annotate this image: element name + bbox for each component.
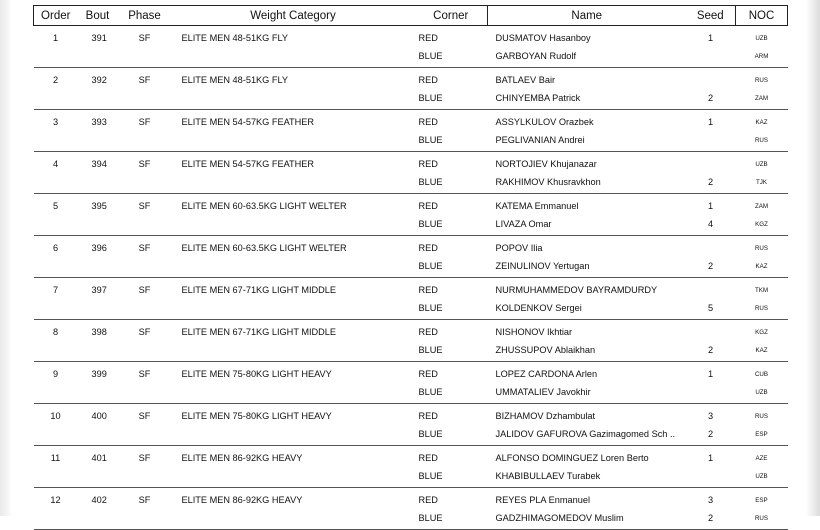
seed-cell: 1	[707, 117, 714, 127]
page-shadow-left	[0, 0, 12, 516]
bout-row-red	[34, 278, 788, 300]
empty-cell	[78, 467, 118, 488]
empty-cell	[78, 425, 118, 446]
bout-row-blue	[34, 383, 788, 404]
noc-cell: KGZ	[736, 215, 788, 236]
order-cell: 3	[52, 117, 59, 127]
empty-cell	[172, 425, 415, 446]
corner-cell: RED	[418, 201, 438, 211]
order-cell: 9	[52, 369, 59, 379]
header-bout: Bout	[78, 6, 118, 26]
boxer-name-cell: GADZHIMAGOMEDOV Muslim	[488, 509, 686, 530]
empty-cell	[78, 509, 118, 530]
order-cell: 10	[50, 411, 61, 421]
noc-cell: RUS	[754, 244, 769, 252]
seed-cell: 2	[686, 341, 736, 362]
boxer-name-cell: KOLDENKOV Sergei	[488, 299, 686, 320]
bout-row-red	[34, 194, 788, 216]
corner-cell: BLUE	[415, 131, 488, 152]
bout-row-blue	[34, 299, 788, 320]
header-noc: NOC	[736, 6, 788, 26]
noc-cell: ZAM	[754, 202, 769, 210]
empty-cell	[118, 425, 172, 446]
noc-cell: KAZ	[736, 341, 788, 362]
noc-cell: RUS	[736, 131, 788, 152]
empty-cell	[118, 89, 172, 110]
corner-cell: RED	[418, 369, 438, 379]
empty-cell	[172, 89, 415, 110]
seed-cell	[686, 236, 736, 258]
boxer-name-cell: NISHONOV Ikhtiar	[495, 327, 573, 337]
boxer-name-cell: UMMATALIEV Javokhir	[488, 383, 686, 404]
empty-cell	[172, 47, 415, 68]
boxer-name-cell: NORTOJIEV Khujanazar	[495, 159, 597, 169]
empty-cell	[34, 131, 78, 152]
header-phase: Phase	[118, 6, 172, 26]
phase-cell: SF	[138, 243, 151, 253]
empty-cell	[172, 299, 415, 320]
boxer-name-cell: ALFONSO DOMINGUEZ Loren Berto	[495, 453, 649, 463]
empty-cell	[172, 131, 415, 152]
empty-cell	[118, 341, 172, 362]
bout-row-blue	[34, 341, 788, 362]
corner-cell: RED	[418, 243, 438, 253]
bout-row-red	[34, 488, 788, 510]
empty-cell	[78, 47, 118, 68]
empty-cell	[78, 299, 118, 320]
boxer-name-cell: LOPEZ CARDONA Arlen	[495, 369, 598, 379]
seed-cell: 2	[686, 509, 736, 530]
empty-cell	[78, 383, 118, 404]
corner-cell: RED	[418, 327, 438, 337]
corner-cell: RED	[418, 75, 438, 85]
empty-cell	[34, 173, 78, 194]
empty-cell	[118, 467, 172, 488]
noc-cell: TKM	[754, 286, 769, 294]
boxer-name-cell: BATLAEV Bair	[495, 75, 556, 85]
empty-cell	[78, 257, 118, 278]
noc-cell: KAZ	[755, 118, 768, 126]
bout-cell: 393	[91, 117, 107, 127]
bout-cell: 397	[91, 285, 107, 295]
boxer-name-cell: LIVAZA Omar	[488, 215, 686, 236]
empty-cell	[118, 299, 172, 320]
bout-cell: 401	[91, 453, 107, 463]
corner-cell: RED	[418, 495, 438, 505]
header-seed: Seed	[686, 6, 736, 26]
order-cell: 7	[52, 285, 59, 295]
bout-row-red	[34, 68, 788, 90]
corner-cell: BLUE	[415, 383, 488, 404]
phase-cell: SF	[138, 327, 151, 337]
page-shadow-right	[806, 0, 820, 516]
empty-cell	[118, 257, 172, 278]
order-cell: 6	[52, 243, 59, 253]
empty-cell	[172, 509, 415, 530]
noc-cell: ESP	[755, 496, 768, 504]
boxer-name-cell: JALIDOV GAFUROVA Gazimagomed Sch ..	[488, 425, 686, 446]
order-cell: 8	[52, 327, 59, 337]
header-order: Order	[34, 6, 78, 26]
corner-cell: BLUE	[415, 299, 488, 320]
weight-category-cell: ELITE MEN 86-92KG HEAVY	[181, 453, 303, 463]
corner-cell: BLUE	[415, 47, 488, 68]
bout-cell: 400	[91, 411, 107, 421]
corner-cell: BLUE	[415, 341, 488, 362]
boxer-name-cell: KHABIBULLAEV Turabek	[488, 467, 686, 488]
empty-cell	[118, 383, 172, 404]
header-weight-category: Weight Category	[172, 6, 415, 26]
bout-row-red	[34, 404, 788, 426]
empty-cell	[172, 257, 415, 278]
noc-cell: ZAM	[736, 89, 788, 110]
noc-cell: ESP	[736, 425, 788, 446]
weight-category-cell: ELITE MEN 75-80KG LIGHT HEAVY	[181, 369, 332, 379]
empty-cell	[34, 467, 78, 488]
empty-cell	[78, 341, 118, 362]
seed-cell: 4	[686, 215, 736, 236]
bout-cell: 399	[91, 369, 107, 379]
bout-cell: 395	[91, 201, 107, 211]
noc-cell: UZB	[736, 467, 788, 488]
corner-cell: BLUE	[415, 89, 488, 110]
bout-row-blue	[34, 173, 788, 194]
seed-cell	[686, 131, 736, 152]
phase-cell: SF	[138, 159, 151, 169]
order-cell: 11	[50, 453, 61, 463]
bout-row-red	[34, 110, 788, 132]
bout-cell: 394	[91, 159, 107, 169]
seed-cell: 3	[707, 411, 714, 421]
empty-cell	[118, 131, 172, 152]
corner-cell: RED	[418, 33, 438, 43]
corner-cell: RED	[418, 117, 438, 127]
weight-category-cell: ELITE MEN 86-92KG HEAVY	[181, 495, 303, 505]
noc-cell: RUS	[736, 509, 788, 530]
seed-cell: 2	[686, 89, 736, 110]
phase-cell: SF	[138, 75, 151, 85]
corner-cell: RED	[418, 285, 438, 295]
empty-cell	[118, 215, 172, 236]
noc-cell: UZB	[755, 34, 768, 42]
seed-cell: 2	[686, 257, 736, 278]
boxer-name-cell: DUSMATOV Hasanboy	[495, 33, 591, 43]
empty-cell	[78, 173, 118, 194]
seed-cell	[686, 68, 736, 90]
seed-cell: 1	[707, 453, 714, 463]
phase-cell: SF	[138, 453, 151, 463]
phase-cell: SF	[138, 33, 151, 43]
header-corner: Corner	[415, 6, 488, 26]
bout-row-red	[34, 152, 788, 174]
boxer-name-cell: PEGLIVANIAN Andrei	[488, 131, 686, 152]
empty-cell	[78, 215, 118, 236]
bout-cell: 392	[91, 75, 107, 85]
empty-cell	[34, 47, 78, 68]
empty-cell	[34, 299, 78, 320]
order-cell: 1	[52, 33, 59, 43]
corner-cell: RED	[418, 159, 438, 169]
corner-cell: BLUE	[415, 467, 488, 488]
weight-category-cell: ELITE MEN 67-71KG LIGHT MIDDLE	[181, 285, 337, 295]
weight-category-cell: ELITE MEN 54-57KG FEATHER	[181, 117, 315, 127]
order-cell: 4	[52, 159, 59, 169]
boxer-name-cell: CHINYEMBA Patrick	[488, 89, 686, 110]
corner-cell: BLUE	[415, 425, 488, 446]
seed-cell: 1	[707, 201, 714, 211]
seed-cell	[686, 467, 736, 488]
bout-row-blue	[34, 425, 788, 446]
weight-category-cell: ELITE MEN 75-80KG LIGHT HEAVY	[181, 411, 332, 421]
seed-cell	[686, 278, 736, 300]
empty-cell	[118, 509, 172, 530]
seed-cell: 2	[686, 173, 736, 194]
weight-category-cell: ELITE MEN 60-63.5KG LIGHT WELTER	[181, 201, 347, 211]
seed-cell: 5	[686, 299, 736, 320]
corner-cell: RED	[418, 411, 438, 421]
empty-cell	[34, 425, 78, 446]
empty-cell	[118, 47, 172, 68]
boxer-name-cell: ZEINULINOV Yertugan	[488, 257, 686, 278]
empty-cell	[78, 89, 118, 110]
bout-row-red	[34, 320, 788, 342]
bout-cell: 391	[91, 33, 107, 43]
empty-cell	[34, 341, 78, 362]
bout-row-red	[34, 236, 788, 258]
boxer-name-cell: ASSYLKULOV Orazbek	[495, 117, 594, 127]
empty-cell	[172, 467, 415, 488]
bout-row-red	[34, 446, 788, 468]
boxer-name-cell: BIZHAMOV Dzhambulat	[495, 411, 596, 421]
empty-cell	[34, 89, 78, 110]
bout-row-blue	[34, 257, 788, 278]
bout-row-blue	[34, 89, 788, 110]
empty-cell	[34, 257, 78, 278]
seed-cell	[686, 152, 736, 174]
noc-cell: CUB	[754, 370, 769, 378]
boxer-name-cell: ZHUSSUPOV Ablaikhan	[488, 341, 686, 362]
corner-cell: BLUE	[415, 173, 488, 194]
empty-cell	[34, 383, 78, 404]
boxer-name-cell: RAKHIMOV Khusravkhon	[488, 173, 686, 194]
corner-cell: RED	[418, 453, 438, 463]
corner-cell: BLUE	[415, 257, 488, 278]
boxer-name-cell: POPOV Ilia	[495, 243, 543, 253]
header-name: Name	[488, 6, 686, 26]
empty-cell	[172, 173, 415, 194]
order-cell: 5	[52, 201, 59, 211]
seed-cell: 1	[707, 369, 714, 379]
boxer-name-cell: REYES PLA Enmanuel	[495, 495, 590, 505]
bout-row-red	[34, 362, 788, 384]
order-cell: 12	[50, 495, 61, 505]
bout-row-blue	[34, 131, 788, 152]
bout-cell: 402	[91, 495, 107, 505]
bout-cell: 398	[91, 327, 107, 337]
seed-cell	[686, 320, 736, 342]
weight-category-cell: ELITE MEN 67-71KG LIGHT MIDDLE	[181, 327, 337, 337]
boxer-name-cell: NURMUHAMMEDOV BAYRAMDURDY	[495, 285, 658, 295]
bout-row-red	[34, 26, 788, 48]
seed-cell	[686, 47, 736, 68]
bout-cell: 396	[91, 243, 107, 253]
bout-row-blue	[34, 215, 788, 236]
phase-cell: SF	[138, 369, 151, 379]
noc-cell: KGZ	[755, 328, 768, 336]
order-cell: 2	[52, 75, 59, 85]
noc-cell: KAZ	[736, 257, 788, 278]
noc-cell: UZB	[755, 160, 768, 168]
weight-category-cell: ELITE MEN 54-57KG FEATHER	[181, 159, 315, 169]
empty-cell	[172, 215, 415, 236]
corner-cell: BLUE	[415, 509, 488, 530]
bout-row-blue	[34, 509, 788, 530]
seed-cell	[686, 383, 736, 404]
phase-cell: SF	[138, 285, 151, 295]
empty-cell	[34, 215, 78, 236]
bout-row-blue	[34, 467, 788, 488]
empty-cell	[34, 509, 78, 530]
boxer-name-cell: GARBOYAN Rudolf	[488, 47, 686, 68]
noc-cell: ARM	[736, 47, 788, 68]
seed-cell: 2	[686, 425, 736, 446]
noc-cell: TJK	[736, 173, 788, 194]
boxer-name-cell: KATEMA Emmanuel	[495, 201, 579, 211]
header-row	[34, 6, 788, 26]
empty-cell	[78, 131, 118, 152]
weight-category-cell: ELITE MEN 60-63.5KG LIGHT WELTER	[181, 243, 347, 253]
seed-cell: 3	[707, 495, 714, 505]
empty-cell	[172, 383, 415, 404]
empty-cell	[118, 173, 172, 194]
weight-category-cell: ELITE MEN 48-51KG FLY	[181, 33, 289, 43]
noc-cell: RUS	[736, 299, 788, 320]
phase-cell: SF	[138, 495, 151, 505]
phase-cell: SF	[138, 117, 151, 127]
bout-row-blue	[34, 47, 788, 68]
bout-draw-table	[33, 5, 788, 530]
noc-cell: AZE	[755, 454, 768, 462]
corner-cell: BLUE	[415, 215, 488, 236]
noc-cell: RUS	[754, 76, 769, 84]
noc-cell: UZB	[736, 383, 788, 404]
phase-cell: SF	[138, 201, 151, 211]
empty-cell	[172, 341, 415, 362]
noc-cell: RUS	[754, 412, 769, 420]
weight-category-cell: ELITE MEN 48-51KG FLY	[181, 75, 289, 85]
phase-cell: SF	[138, 411, 151, 421]
seed-cell: 1	[707, 33, 714, 43]
